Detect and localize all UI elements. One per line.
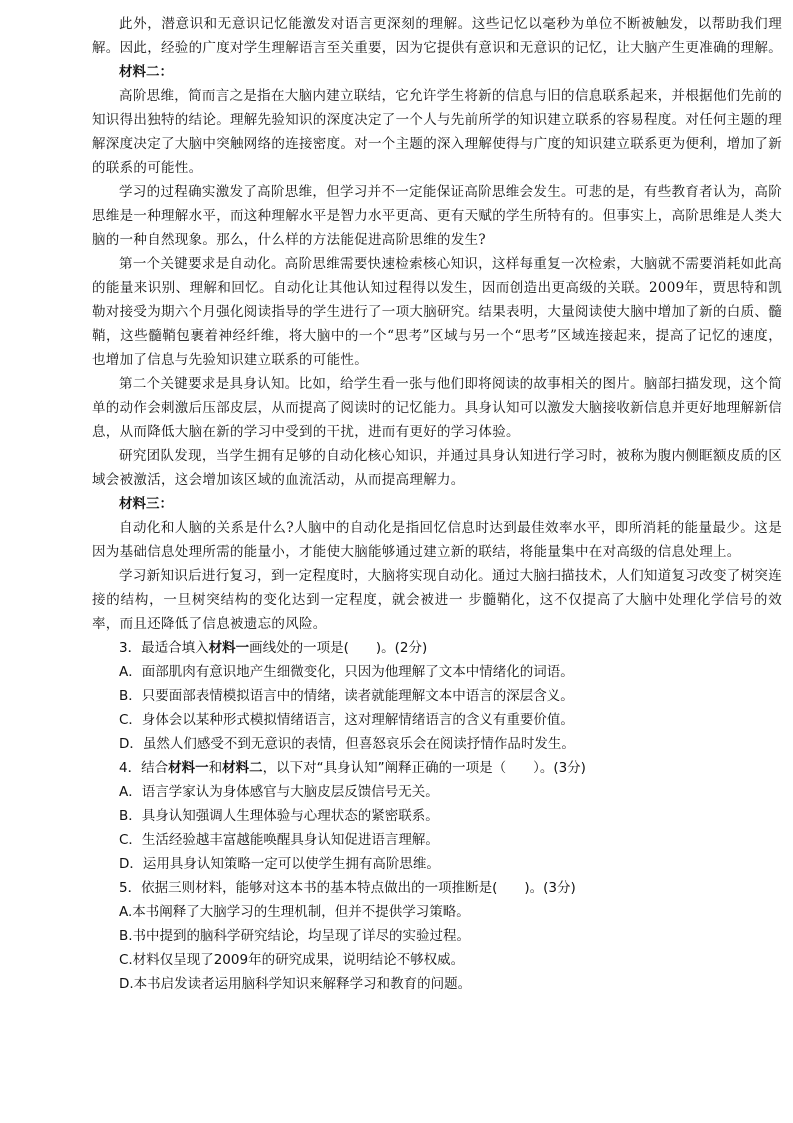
question-3-stem [92,636,782,660]
material2-heading: 材料二： [119,64,173,80]
question-5-option-c: C.材料仅呈现了2009年的研究成果，说明结论不够权威。 [119,952,465,968]
material3-heading: 材料三： [119,496,173,512]
document-page [92,12,782,996]
question-4-stem-mid: 和 [208,760,223,776]
question-3-bold-ref: 材料一 [208,640,250,656]
question-4-stem [92,756,782,780]
question-4-option-a: A．语言学家认为身体感官与大脑皮层反馈信号无关。 [119,784,439,800]
material2-paragraph-2: 学习的过程确实激发了高阶思维，但学习并不一定能保证高阶思维会发生。可悲的是，有些教育者认为，高阶思维是一种理解水平，而这种理解水平是智力水平更高、更有天赋的学生所特有的。但事实上，高阶思维是人类大脑的一种自然现象。那么，什么样的方法能促进高阶思维的发生? [92,184,782,248]
question-5-stem: 5．依据三则材料，能够对这本书的基本特点做出的一项推断是( )。(3分) [119,880,576,896]
material2-paragraph-1: 高阶思维，简而言之是指在大脑内建立联结，它允许学生将新的信息与旧的信息联系起来，并根据他们先前的知识得出独特的结论。理解先验知识的深度决定了一个人与先前所学的知识建立联系的容易程度。对任何主题的理解深度决定了大脑中突触网络的连接密度。对一个主题的深入理解使得与广度的知识建立联系更为便利，增加了新的联系的可能性。 [92,88,782,176]
material1-closing-paragraph: 此外，潜意识和无意识记忆能激发对语言更深刻的理解。这些记忆以毫秒为单位不断被触发，以帮助我们理解。因此，经验的广度对学生理解语言至关重要，因为它提供有意识和无意识的记忆，让大脑产生更准确的理解。 [92,16,782,56]
question-4-stem-tail: ，以下对“具身认知”阐释正确的一项是（ ）。(3分) [262,760,586,776]
material2-paragraph-5: 研究团队发现，当学生拥有足够的自动化核心知识，并通过具身认知进行学习时，被称为腹内侧眶额皮质的区域会被激活，这会增加该区域的血流活动，从而提高理解力。 [92,448,782,488]
question-5-option-d: D.本书启发读者运用脑科学知识来解释学习和教育的问题。 [119,976,472,992]
question-4-option-c: C．生活经验越丰富越能唤醒具身认知促进语言理解。 [119,832,439,848]
question-3-option-b: B．只要面部表情模拟语言中的情绪，读者就能理解文本中语言的深层含义。 [119,688,574,704]
question-4-stem-text: 4．结合 [119,760,169,776]
material2-paragraph-3: 第一个关键要求是自动化。高阶思维需要快速检索核心知识，这样每重复一次检索，大脑就不需要消耗如此高的能量来识别、理解和回忆。自动化让其他认知过程得以发生，因而创造出更高级的关联。2009年，贾思特和凯勒对接受为期六个月强化阅读指导的学生进行了一项大脑研究。结果表明，大量阅读使大脑中增加了新的白质、髓鞘，这些髓鞘包裹着神经纤维，将大脑中的一个“思考”区域与另一个“思考”区域连接起来，提高了记忆的速度，也增加了信息与先验知识建立联系的可能性。 [92,256,782,368]
question-4-option-d: D．运用具身认知策略一定可以使学生拥有高阶思维。 [119,856,440,872]
question-3-option-a: A．面部肌肉有意识地产生细微变化，只因为他理解了文本中情绪化的词语。 [119,664,574,680]
question-3-stem-text: 3．最适合填入 [119,640,209,656]
question-5-option-b: B.书中提到的脑科学研究结论，均呈现了详尽的实验过程。 [119,928,471,944]
material3-paragraph-2: 学习新知识后进行复习，到一定程度时，大脑将实现自动化。通过大脑扫描技术，人们知道复习改变了树突连接的结构，一旦树突结构的变化达到一定程度，就会被进一 步髓鞘化，这不仅提高了大脑中处理化学信号的效率，而且还降低了信息被遗忘的风险。 [92,568,782,632]
material2-paragraph-4: 第二个关键要求是具身认知。比如，给学生看一张与他们即将阅读的故事相关的图片。脑部扫描发现，这个简单的动作会刺激后压部皮层，从而提高了阅读时的记忆能力。具身认知可以激发大脑接收新信息并更好地理解新信息，从而降低大脑在新的学习中受到的干扰，进而有更好的学习体验。 [92,376,782,440]
material3-paragraph-1: 自动化和人脑的关系是什么?人脑中的自动化是指回忆信息时达到最佳效率水平，即所消耗的能量最少。这是因为基础信息处理所需的能量小，才能使大脑能够通过建立新的联结，将能量集中在对高级的信息处理上。 [92,520,782,560]
question-4-bold-ref-1: 材料一 [168,760,209,776]
question-3-option-d: D．虽然人们感受不到无意识的表情，但喜怒哀乐会在阅读抒情作品时发生。 [119,736,575,752]
question-5-option-a: A.本书阐释了大脑学习的生理机制，但并不提供学习策略。 [119,904,470,920]
question-3-stem-tail: 画线处的一项是( )。(2分) [249,640,428,656]
question-3-option-c: C．身体会以某种形式模拟情绪语言，这对理解情绪语言的含义有重要价值。 [119,712,574,728]
question-4-bold-ref-2: 材料二 [222,760,263,776]
question-4-option-b: B．具身认知强调人生理体验与心理状态的紧密联系。 [119,808,439,824]
